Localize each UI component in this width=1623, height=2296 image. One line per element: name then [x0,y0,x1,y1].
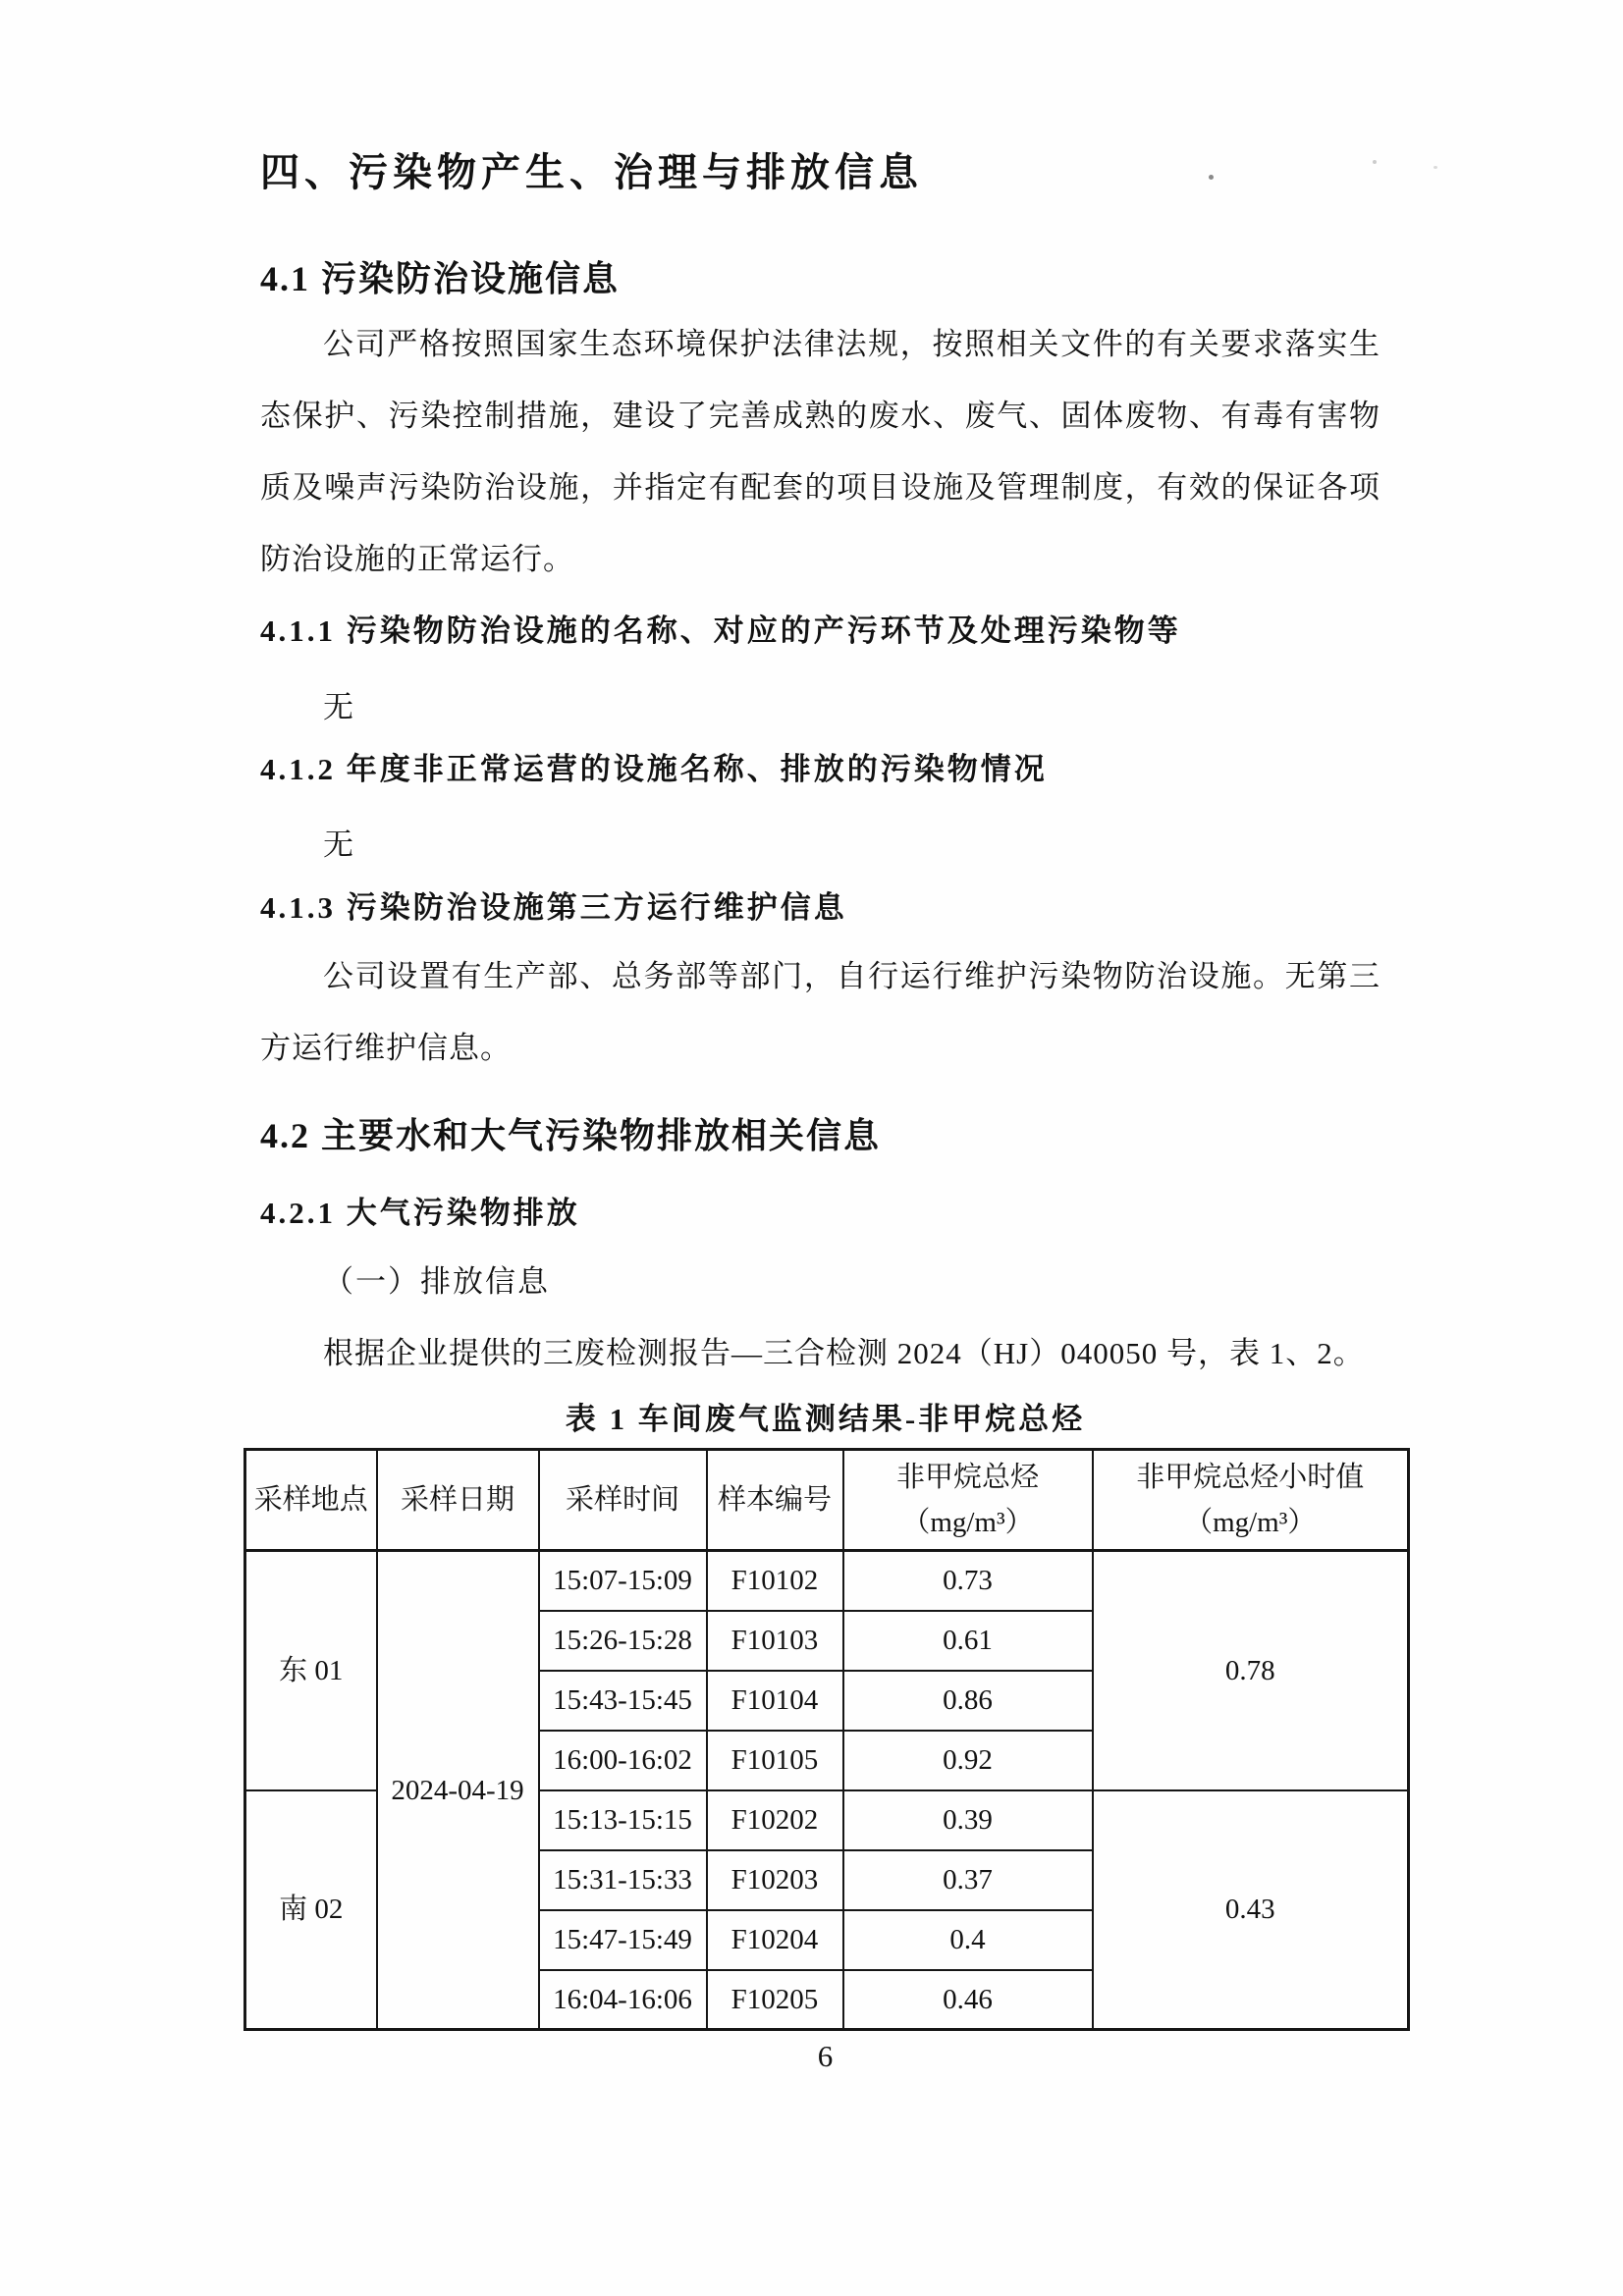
col-header-sampling-location: 采样地点 [245,1450,377,1551]
paragraph-line: 方运行维护信息。 [260,1031,512,1065]
pencil-mark [1373,160,1377,164]
table-1-caption: 表 1 车间废气监测结果-非甲烷总烃 [565,1402,1086,1436]
section-4-1-2-content: 无 [323,828,354,862]
main-title: 四、污染物产生、治理与排放信息 [260,150,923,194]
cell-value: 0.86 [843,1671,1093,1731]
cell-time: 15:26-15:28 [539,1611,707,1671]
col-header-sampling-time: 采样时间 [539,1450,707,1551]
cell-value: 0.37 [843,1850,1093,1910]
section-4-1-2-heading: 4.1.2 年度非正常运营的设施名称、排放的污染物情况 [260,752,1048,786]
cell-value: 0.73 [843,1551,1093,1611]
col-header-nmhc-name: 非甲烷总烃 [895,1462,1039,1493]
report-intro-line: 根据企业提供的三废检测报告—三合检测 2024（HJ）040050 号，表 1、2。 [323,1336,1365,1370]
paragraph-line: 公司严格按照国家生态环境保护法律法规，按照相关文件的有关要求落实生 [323,327,1380,361]
paragraph-line: 质及噪声污染防治设施，并指定有配套的项目设施及管理制度，有效的保证各项 [260,470,1380,505]
cell-time: 15:31-15:33 [539,1850,707,1910]
section-4-2-heading: 4.2 主要水和大气污染物排放相关信息 [260,1116,882,1155]
cell-sample-id: F10105 [707,1731,843,1790]
cell-time: 16:04-16:06 [539,1970,707,2030]
col-header-nmhc-hourly-unit: （mg/m³） [1184,1507,1317,1538]
table-row [245,1551,1409,1611]
cell-hourly-value: 0.43 [1093,1790,1409,2030]
section-4-2-1-heading: 4.2.1 大气污染物排放 [260,1196,580,1230]
cell-location: 南 02 [245,1790,377,2030]
paragraph-line: 防治设施的正常运行。 [260,542,574,576]
section-4-1-paragraph [260,308,1380,595]
cell-time: 15:07-15:09 [539,1551,707,1611]
section-4-1-1-content: 无 [323,690,354,724]
cell-sample-id: F10102 [707,1551,843,1611]
emission-info-label: （一）排放信息 [323,1264,550,1299]
cell-sample-id: F10205 [707,1970,843,2030]
cell-time: 15:47-15:49 [539,1910,707,1970]
cell-sample-id: F10202 [707,1790,843,1850]
cell-value: 0.4 [843,1910,1093,1970]
cell-hourly-value: 0.78 [1093,1551,1409,1790]
col-header-sample-id: 样本编号 [707,1450,843,1551]
cell-value: 0.92 [843,1731,1093,1790]
section-4-1-1-heading: 4.1.1 污染物防治设施的名称、对应的产污环节及处理污染物等 [260,614,1181,648]
col-header-nmhc [843,1450,1093,1551]
col-header-nmhc-hourly [1093,1450,1409,1551]
cell-value: 0.39 [843,1790,1093,1850]
cell-date: 2024-04-19 [377,1551,539,2030]
cell-time: 16:00-16:02 [539,1731,707,1790]
cell-location: 东 01 [245,1551,377,1790]
text-content [260,0,1380,1389]
cell-sample-id: F10103 [707,1611,843,1671]
cell-sample-id: F10104 [707,1671,843,1731]
page-number: 6 [817,2039,834,2073]
section-4-1-3-paragraph [260,940,1380,1084]
col-header-nmhc-hourly-name: 非甲烷总烃小时值 [1136,1462,1365,1493]
pencil-mark [1209,175,1214,180]
section-4-1-3-heading: 4.1.3 污染防治设施第三方运行维护信息 [260,890,847,925]
cell-time: 15:43-15:45 [539,1671,707,1731]
col-header-sampling-date: 采样日期 [377,1450,539,1551]
col-header-nmhc-unit: （mg/m³） [901,1507,1034,1538]
cell-sample-id: F10204 [707,1910,843,1970]
section-4-1-heading: 4.1 污染防治设施信息 [260,259,621,298]
cell-value: 0.61 [843,1611,1093,1671]
paragraph-line: 态保护、污染控制措施，建设了完善成熟的废水、废气、固体废物、有毒有害物 [260,399,1380,433]
cell-sample-id: F10203 [707,1850,843,1910]
cell-value: 0.46 [843,1970,1093,2030]
cell-time: 15:13-15:15 [539,1790,707,1850]
pencil-mark [1434,166,1437,169]
paragraph-line: 公司设置有生产部、总务部等部门，自行运行维护污染物防治设施。无第三 [323,959,1380,993]
table-1-nmhc-monitoring [243,1448,1410,2031]
table-header-row [245,1450,1409,1551]
